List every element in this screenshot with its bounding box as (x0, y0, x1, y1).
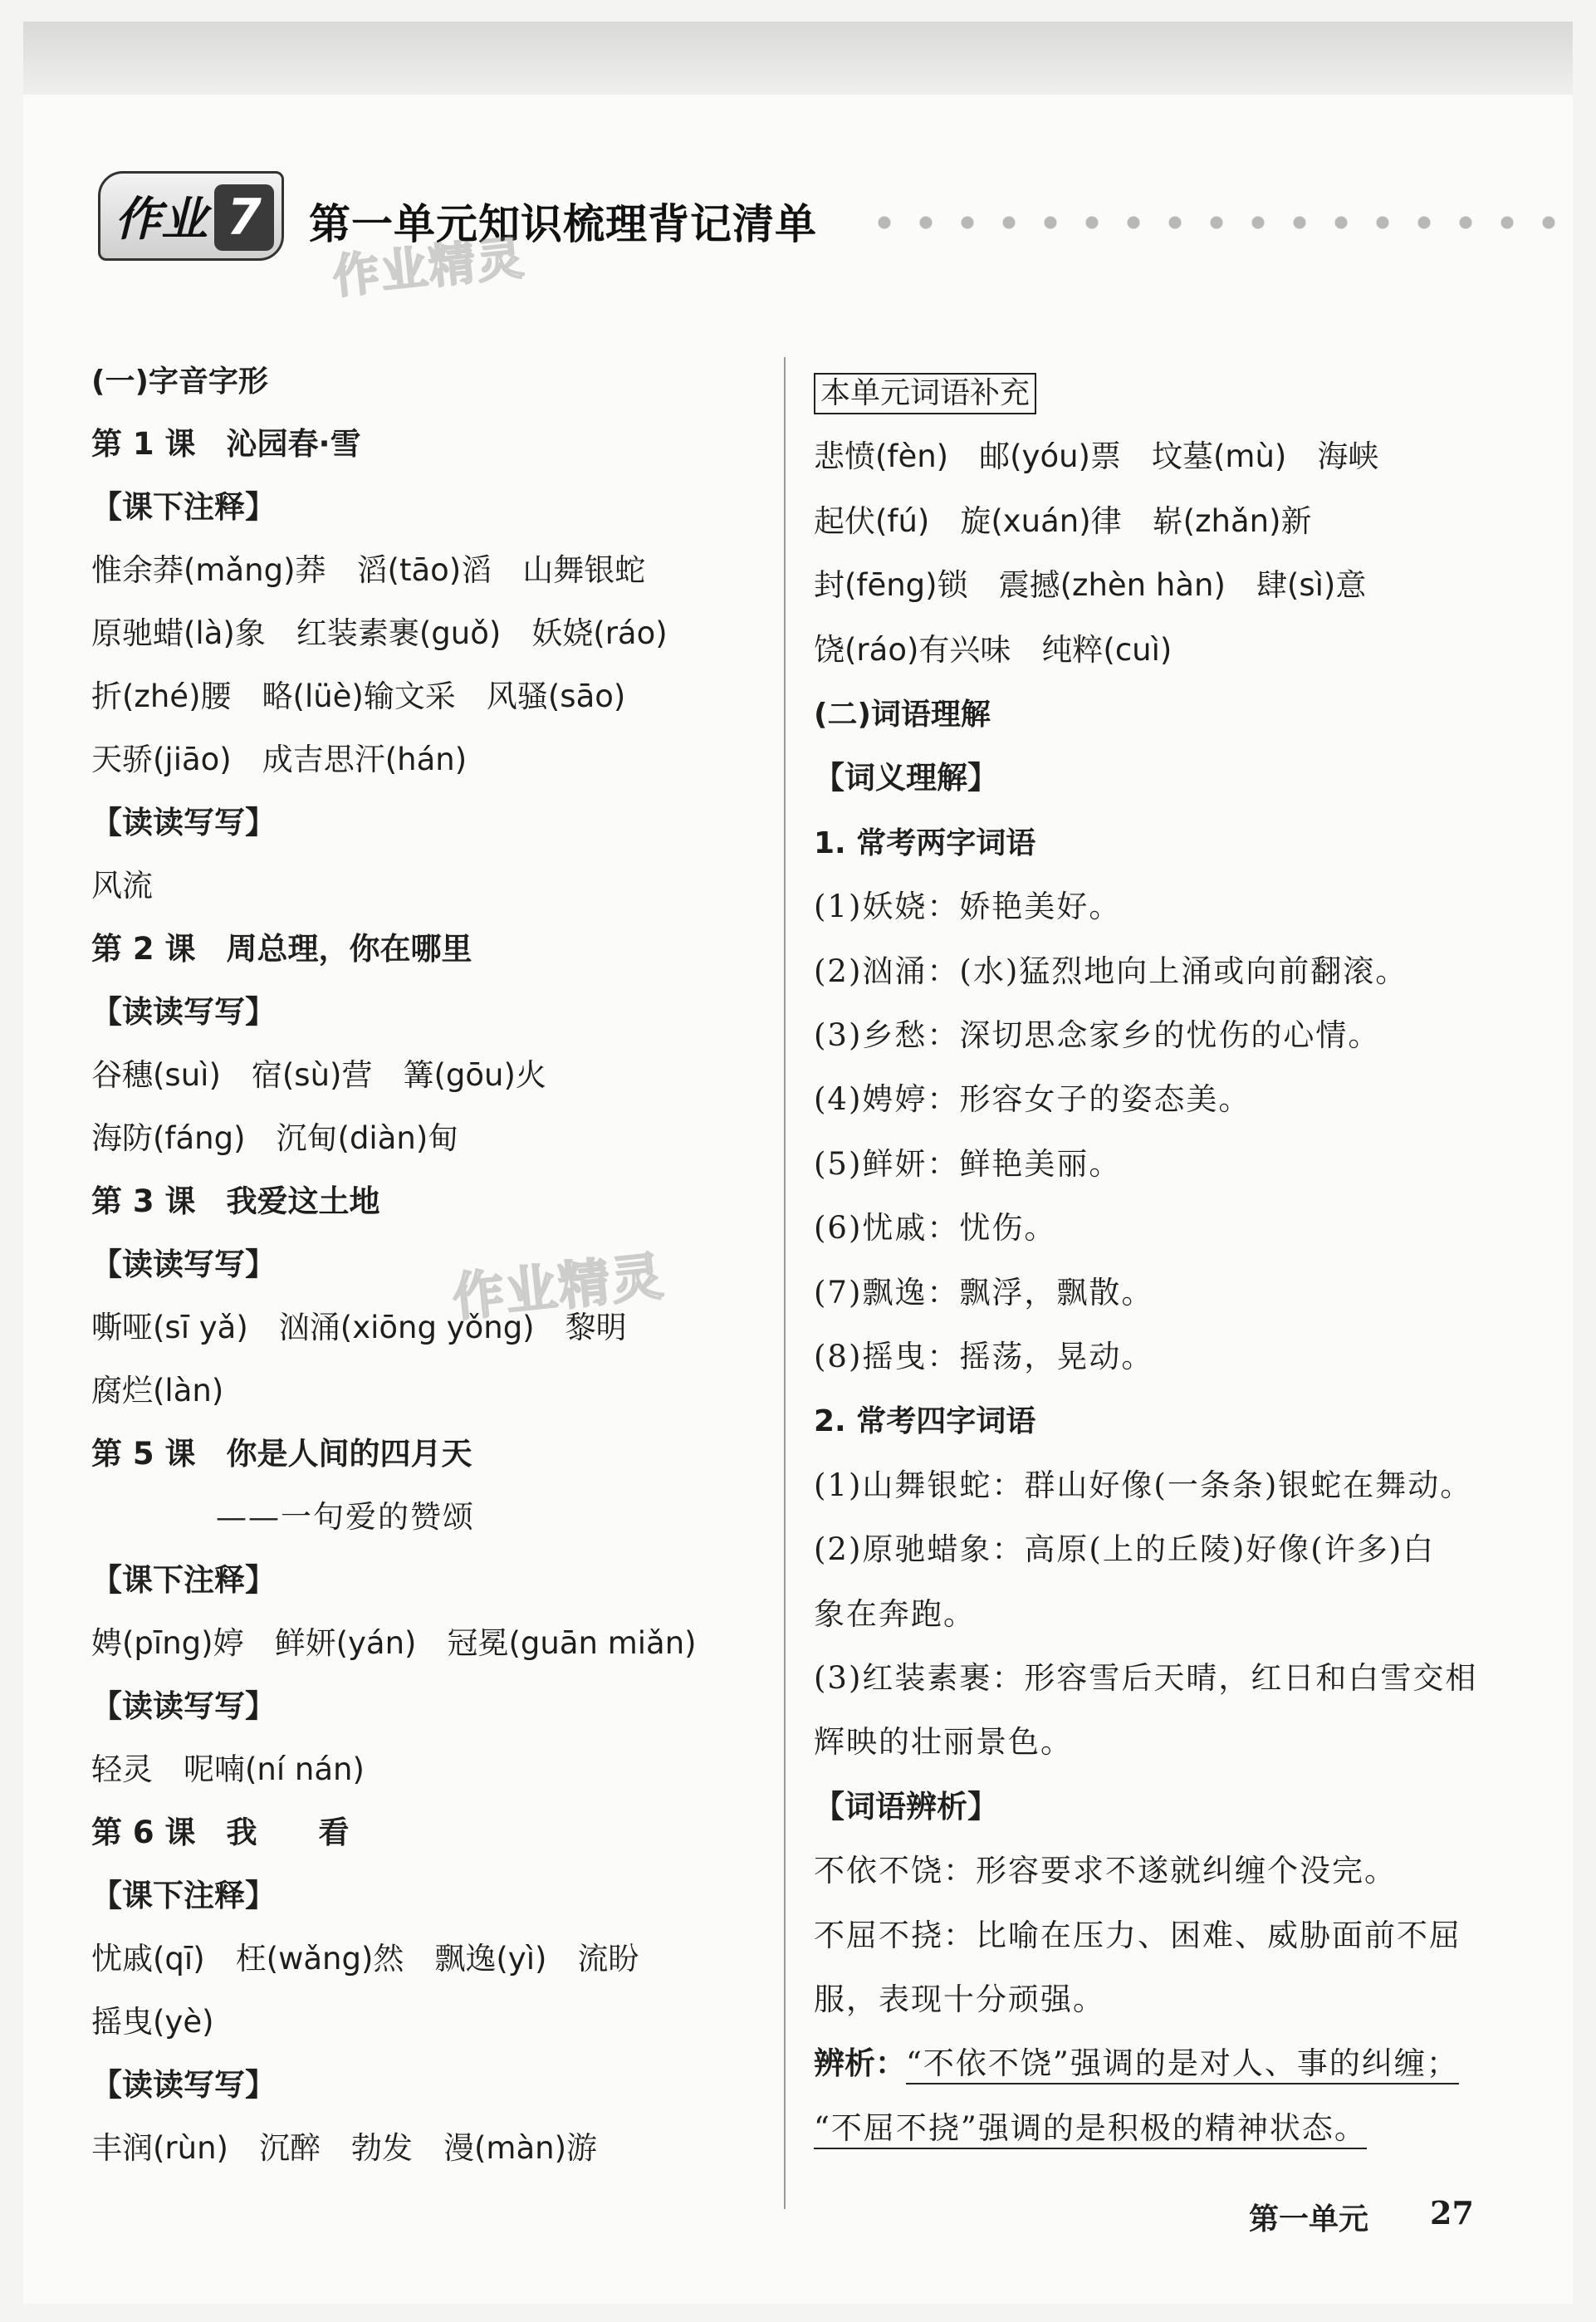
vocab-line-row (91, 739, 467, 781)
bracket-heading: 【课下注释】 (91, 1562, 276, 1598)
vocab-line: 原驰蜡(là)象 红装素裹(guǒ) 妖娆(ráo) (91, 615, 668, 651)
definition-line-row (814, 1208, 1056, 1249)
lesson-heading: 第 1 课 沁园春·雪 (91, 426, 361, 462)
lesson-subtitle: ——一句爱的赞颂 (216, 1499, 475, 1535)
analysis-text-row (814, 2108, 1367, 2149)
vocab-line: 摇曳(yè) (91, 2004, 214, 2040)
scan-top-band (23, 22, 1573, 95)
vocab-line: 饶(ráo)有兴味 纯粹(cuì) (814, 631, 1173, 668)
page-number: 27 (1430, 2194, 1474, 2231)
vocab-line-row (91, 1623, 697, 1664)
definition-line-row (814, 886, 1121, 928)
vocab-line-row (91, 613, 668, 654)
vocab-line-row (814, 629, 1172, 671)
bracket-heading: 【读读写写】 (91, 2067, 276, 2103)
vocab-line: 风流 (91, 868, 153, 904)
vocab-line-row (91, 1938, 639, 1980)
bracket-heading-row (91, 1560, 276, 1601)
bracket-heading-row (91, 1875, 276, 1917)
lesson-heading-row (91, 1433, 472, 1475)
definition-line-row (814, 1850, 1397, 1892)
section-heading-row (814, 822, 1035, 865)
analysis-text: “不依不饶”强调的是对人、事的纠缠； (906, 2045, 1459, 2084)
definition-line-row (814, 1336, 1153, 1378)
vocab-line: 娉(pīng)婷 鲜妍(yán) 冠冕(guān miǎn) (91, 1625, 697, 1661)
definition-line-row (814, 951, 1408, 992)
bracket-heading: 【课下注释】 (91, 1878, 276, 1913)
definition-line-row (814, 1722, 1073, 1763)
vocab-line: 惟余莽(mǎng)莽 滔(tāo)滔 山舞银蛇 (91, 552, 646, 588)
vocab-line: 丰润(rùn) 沉醉 勃发 漫(màn)游 (91, 2130, 598, 2166)
section-heading-row (814, 1400, 1035, 1443)
vocab-line: 折(zhé)腰 略(lüè)输文采 风骚(sāo) (91, 678, 626, 714)
definition-line: (4)娉婷：形容女子的姿态美。 (814, 1081, 1251, 1118)
section-heading: (一)字音字形 (91, 365, 268, 399)
vocab-line: 轻灵 呢喃(ní nán) (91, 1751, 365, 1787)
bracket-heading-row (91, 2065, 276, 2106)
vocab-line: 忧戚(qī) 枉(wǎng)然 飘逸(yì) 流盼 (91, 1941, 639, 1977)
lesson-heading-row (91, 928, 472, 970)
definition-line: (1)山舞银蛇：群山好像(一条条)银蛇在舞动。 (814, 1467, 1473, 1503)
definition-line: 辉映的壮丽景色。 (814, 1724, 1073, 1761)
vocab-line-row (91, 1370, 223, 1412)
vocab-line: 封(fēng)锁 震撼(zhèn hàn) 肆(sì)意 (814, 567, 1367, 604)
bracket-heading: 【课下注释】 (91, 489, 276, 525)
vocab-line-row (91, 550, 645, 591)
definition-line: (5)鲜妍：鲜艳美丽。 (814, 1145, 1122, 1182)
lesson-heading: 第 3 课 我爱这土地 (91, 1183, 380, 1219)
supplement-box-title: 本单元词语补充 (814, 373, 1036, 414)
definition-line: (8)摇曳：摇荡，晃动。 (814, 1339, 1154, 1374)
bracket-heading-row (91, 992, 276, 1033)
vocab-line-row (91, 1307, 627, 1349)
definition-line-row (814, 1465, 1472, 1506)
lesson-heading-row (91, 1812, 350, 1854)
supplement-box-title-row (814, 372, 1036, 414)
definition-line-row (814, 1079, 1251, 1120)
vocab-line: 腐烂(làn) (91, 1373, 224, 1408)
lesson-heading-row (91, 424, 361, 465)
vocab-line-row (91, 2128, 597, 2169)
definition-line-row (814, 1979, 1105, 2021)
section-heading: (二)词语理解 (814, 698, 991, 732)
analysis-text: “不屈不挠”强调的是积极的精神状态。 (814, 2110, 1367, 2149)
definition-line: 不依不饶：形容要求不遂就纠缠个没完。 (814, 1853, 1397, 1889)
bracket-heading-row (814, 1786, 998, 1828)
vocab-line: 海防(fáng) 沉甸(diàn)甸 (91, 1120, 459, 1156)
vocab-line-row (91, 676, 625, 718)
section-heading-row (91, 360, 268, 403)
lesson-heading: 第 5 课 你是人间的四月天 (91, 1436, 472, 1472)
bracket-heading: 【读读写写】 (91, 1247, 276, 1282)
definition-line: (3)红装素裹：形容雪后天晴，红日和白雪交相 (814, 1660, 1478, 1696)
bracket-heading-row (91, 1686, 276, 1727)
definition-line: 象在奔跑。 (814, 1595, 976, 1632)
definition-line: (2)原驰蜡象：高原(上的丘陵)好像(许多)白 (814, 1531, 1436, 1568)
vocab-line: 天骄(jiāo) 成吉思汗(hán) (91, 742, 468, 777)
definition-line-row (814, 1915, 1461, 1957)
bracket-heading: 【词语辨析】 (814, 1788, 998, 1825)
vocab-line: 起伏(fú) 旋(xuán)律 崭(zhǎn)新 (814, 502, 1312, 539)
vocab-line: 悲愤(fèn) 邮(yóu)票 坟墓(mù) 海峡 (814, 438, 1379, 475)
definition-line-row (814, 1272, 1153, 1314)
vocab-line-row (91, 1055, 546, 1096)
bracket-heading-row (91, 487, 276, 528)
homework-label: 作业 (115, 192, 208, 247)
bracket-heading: 【读读写写】 (91, 1688, 276, 1724)
definition-line-row (814, 1529, 1435, 1570)
definition-line: 不屈不挠：比喻在压力、困难、威胁面前不屈 (814, 1917, 1461, 1953)
vocab-line-row (91, 1118, 458, 1159)
vocab-line: 嘶哑(sī yǎ) 汹涌(xiōng yǒng) 黎明 (91, 1310, 627, 1345)
lesson-heading-row (91, 1181, 380, 1222)
vocab-line-row (91, 865, 153, 907)
lesson-heading: 第 2 课 周总理，你在哪里 (91, 931, 472, 967)
bracket-heading: 【词义理解】 (814, 760, 998, 796)
definition-line: (2)汹涌：(水)猛烈地向上涌或向前翻滚。 (814, 953, 1408, 989)
definition-line-row (814, 1015, 1380, 1056)
section-heading: 2. 常考四字词语 (814, 1404, 1036, 1439)
definition-line: (7)飘逸：飘浮，飘散。 (814, 1274, 1154, 1310)
page-title: 第一单元知识梳理背记清单 (309, 200, 817, 248)
definition-line: (1)妖娆：娇艳美好。 (814, 889, 1122, 925)
vocab-line-row (814, 436, 1378, 478)
section-heading: 1. 常考两字词语 (814, 825, 1036, 860)
analysis-label: 辨析： (814, 2045, 906, 2082)
footer-unit: 第一单元 (1249, 2202, 1369, 2236)
title-dot-rule (864, 214, 1578, 231)
definition-line-row (814, 1658, 1477, 1699)
homework-number: 7 (214, 184, 274, 251)
watermark: 作业精灵 (330, 231, 528, 305)
definition-line: (6)忧戚：忧伤。 (814, 1210, 1057, 1247)
vocab-line-row (91, 2001, 214, 2043)
bracket-heading-row (814, 757, 998, 799)
bracket-heading-row (91, 802, 276, 844)
vocab-line-row (814, 565, 1366, 606)
lesson-heading: 第 6 课 我 看 (91, 1815, 350, 1850)
vocab-line: 谷穗(suì) 宿(sù)营 篝(gōu)火 (91, 1057, 546, 1093)
definition-line: (3)乡愁：深切思念家乡的忧伤的心情。 (814, 1017, 1381, 1053)
bracket-heading: 【读读写写】 (91, 805, 276, 840)
vocab-line-row (814, 501, 1312, 542)
bracket-heading-row (91, 1244, 276, 1286)
watermark: 作业精灵 (449, 1245, 668, 1329)
lesson-subtitle-row (216, 1497, 475, 1538)
definition-line-row (814, 1594, 976, 1635)
column-divider (784, 357, 786, 2209)
definition-line: 服，表现十分顽强。 (814, 1982, 1105, 2017)
vocab-line-row (91, 1749, 365, 1790)
definition-line-row (814, 1144, 1121, 1185)
analysis-line (814, 2043, 1459, 2084)
section-heading-row (814, 693, 991, 736)
bracket-heading: 【读读写写】 (91, 994, 276, 1030)
